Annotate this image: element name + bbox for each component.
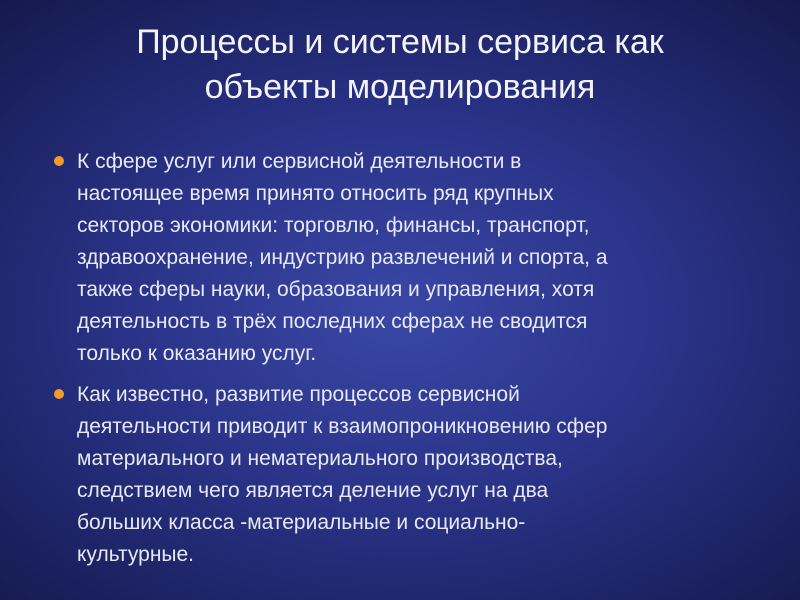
bullet-line: деятельность в трёх последних сферах не сводится (77, 310, 588, 333)
bullet-line: культурные. (77, 543, 195, 566)
bullet-line: настоящее время принято относить ряд крупных (77, 182, 554, 205)
bullet-line: также сферы науки, образования и управления, хотя (77, 278, 595, 301)
bullet-line: Как известно, развитие процессов сервисной (77, 383, 520, 406)
bullet-line: здравоохранение, индустрию развлечений и спорта, а (77, 246, 608, 269)
bullet-line: К сфере услуг или сервисной деятельности в (77, 150, 522, 173)
bullet-item-1 (52, 146, 772, 370)
bullet-line: материального и нематериального производства, (77, 447, 563, 470)
bullet-line: деятельности приводит к взаимопроникновению сфер (77, 415, 608, 438)
bullet-line: только к оказанию услуг. (77, 342, 317, 365)
bullet-dot-icon (54, 156, 64, 166)
bullet-line: секторов экономики: торговлю, финансы, транспорт, (77, 214, 590, 237)
bullet-dot-icon (54, 389, 64, 399)
title-line: Процессы и системы сервиса как (136, 23, 664, 61)
title-line: объекты моделирования (204, 68, 596, 106)
bullet-item-2 (52, 379, 772, 571)
bullet-line: больших класса -материальные и социально- (77, 511, 526, 534)
slide-title (40, 20, 760, 110)
bullet-list (52, 146, 772, 580)
bullet-line: следствием чего является деление услуг на два (77, 479, 549, 502)
